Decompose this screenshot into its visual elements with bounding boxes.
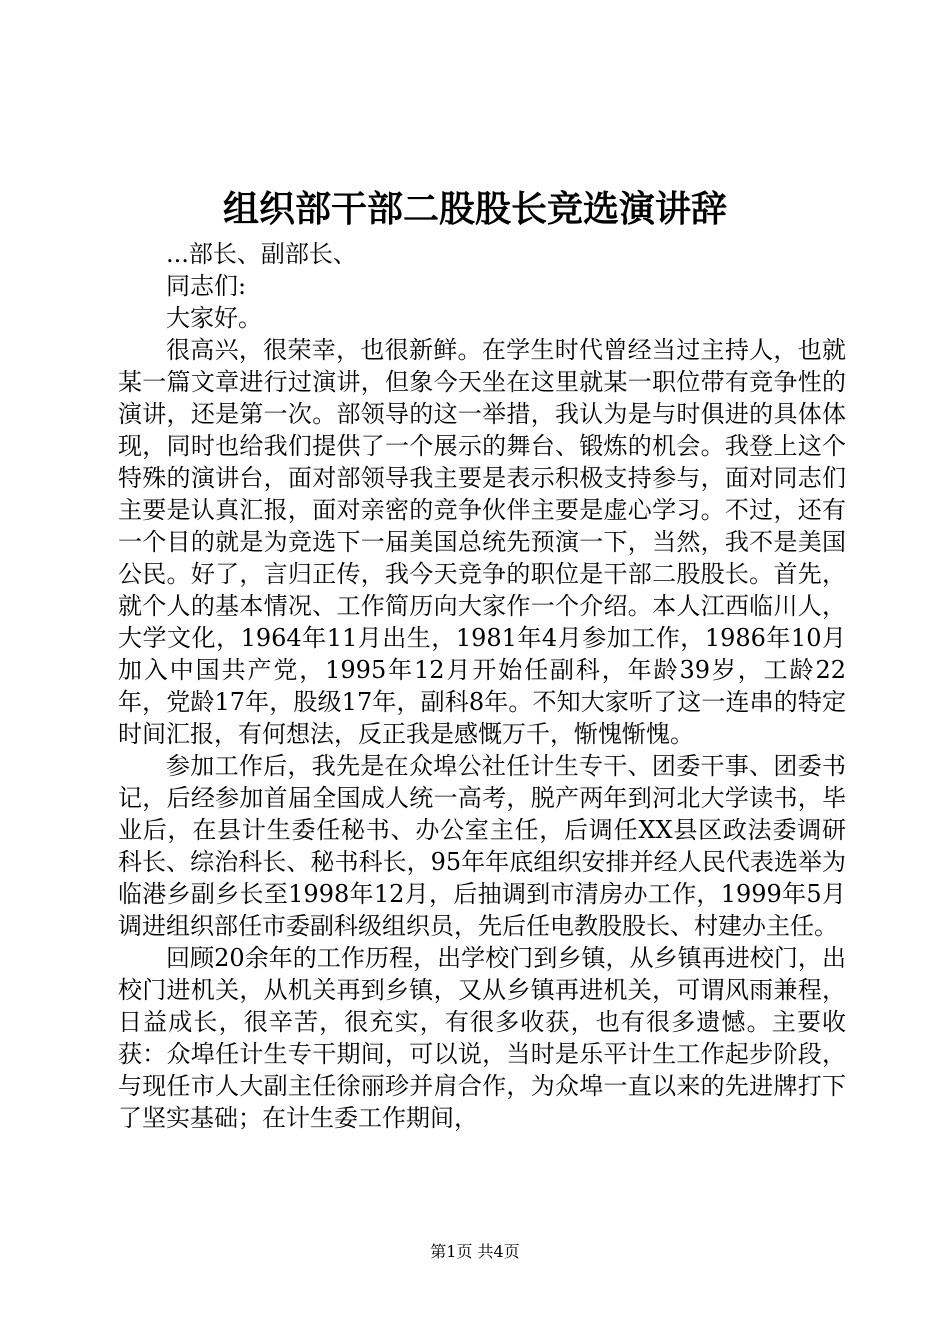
greeting: 大家好。 xyxy=(166,304,262,332)
page-footer: 第1页 共4页 xyxy=(430,1242,520,1261)
body-paragraph: 回顾20余年的工作历程，出学校门到乡镇，从乡镇再进校门，出校门进机关，从机关再到乡镇，又从乡镇再进机关，可谓风雨兼程，日益成长，很辛苦，很充实，有很多收获，也有很多遗憾。主要收获：众埠任计生专干期间，可以说，当时是乐平计生工作起步阶段，与现任市人大副主任徐丽珍并肩合作，为众埠一直以来的先进牌打下了坚实基础；在计生委工作期间， xyxy=(118,944,846,1132)
salutation-comrades: 同志们: xyxy=(166,272,247,300)
document-body xyxy=(118,238,846,1134)
document-title: 组织部干部二股股长竞选演讲辞 xyxy=(222,188,727,230)
body-paragraph: 很高兴，很荣幸，也很新鲜。在学生时代曾经当过主持人，也就某一篇文章进行过演讲，但象今天坐在这里就某一职位带有竞争性的演讲，还是第一次。部领导的这一举措，我认为是与时俱进的具体体现，同时也给我们提供了一个展示的舞台、锻炼的机会。我登上这个特殊的演讲台，面对部领导我主要是表示积极支持参与，面对同志们主要是认真汇报，面对亲密的竞争伙伴主要是虚心学习。不过，还有一个目的就是为竞选下一届美国总统先预演一下，当然，我不是美国公民。好了，言归正传，我今天竞争的职位是干部二股股长。首先，就个人的基本情况、工作简历向大家作一个介绍。本人江西临川人，大学文化，1964年11月出生，1981年4月参加工作，1986年10月加入中国共产党，1995年12月开始任副科，年龄39岁，工龄22年，党龄17年，股级17年，副科8年。不知大家听了这一连串的特定时间汇报，有何想法，反正我是感慨万千，惭愧惭愧。 xyxy=(118,336,846,748)
body-paragraph: 参加工作后，我先是在众埠公社任计生专干、团委干事、团委书记，后经参加首届全国成人统一高考，脱产两年到河北大学读书，毕业后，在县计生委任秘书、办公室主任，后调任XX县区政法委调研科长、综治科长、秘书科长，95年年底组织安排并经人民代表选举为临港乡副乡长至1998年12月，后抽调到市清房办工作，1999年5月调进组织部任市委副科级组织员，先后任电教股股长、村建办主任。 xyxy=(118,752,846,940)
salutation-leaders: ...部长、副部长、 xyxy=(166,240,357,268)
